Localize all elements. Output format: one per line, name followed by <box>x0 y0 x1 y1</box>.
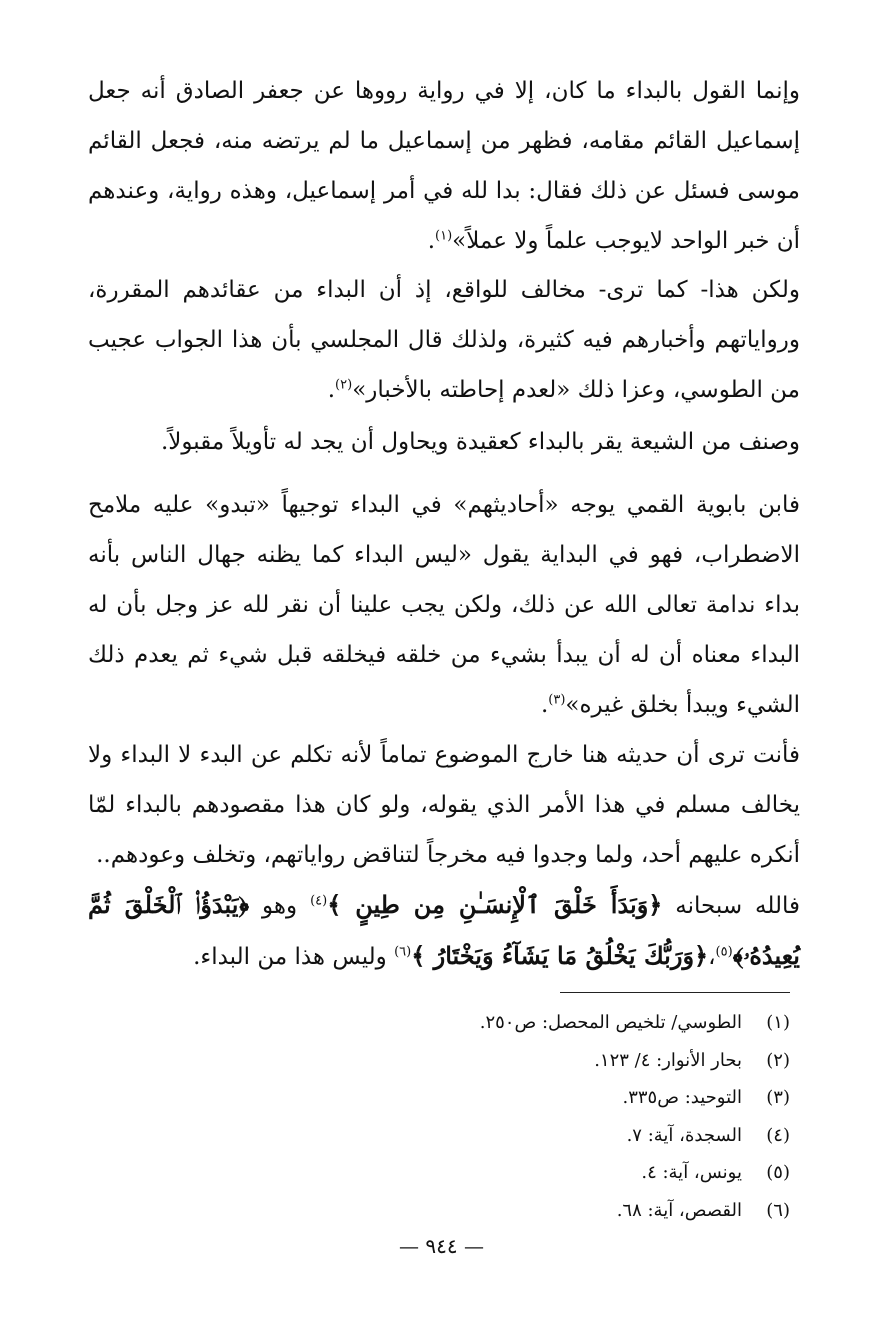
footnote-list <box>300 1004 790 1229</box>
footnote-number: (٦) <box>766 1199 790 1221</box>
footnote-text: يونس، آية: ٤. <box>641 1162 742 1183</box>
verse-outro: وليس هذا من البداء. <box>193 944 387 970</box>
footnote-ref-5[interactable]: (٥) <box>715 944 733 960</box>
footnote-2 <box>300 1042 790 1080</box>
footnote-ref-1[interactable]: (١) <box>435 228 453 244</box>
paragraph-1-text: وإنما القول بالبداء ما كان، إلا في رواية رووها عن جعفر الصادق أنه جعل إسماعيل القائم مقامه، فظهر من إسماعيل ما لم يرتضه منه، فجعل القائم موسى فسئل عن ذلك فقال: بدا لله في أمر إسماعيل، وهذه رواية، وعندهم أن خبر الواحد لايوجب علماً ولا عملاً» <box>88 78 800 254</box>
footnote-4 <box>300 1117 790 1155</box>
footnote-divider <box>560 992 790 993</box>
paragraph-4 <box>88 480 800 730</box>
page-number: — ٩٤٤ — <box>399 1234 484 1258</box>
footnote-number: (٢) <box>766 1049 790 1071</box>
verse-paragraph <box>88 880 800 982</box>
footnote-number: (٣) <box>766 1087 790 1108</box>
verse-intro: فالله سبحانه <box>675 893 800 919</box>
footnote-number: (٥) <box>766 1162 790 1183</box>
footnote-1 <box>300 1004 790 1042</box>
verse-connector: وهو <box>262 893 298 919</box>
paragraph-2 <box>88 265 800 415</box>
paragraph-3 <box>88 417 800 467</box>
paragraph-1-end: . <box>427 228 436 254</box>
footnote-text: بحار الأنوار: ٤/ ١٢٣. <box>594 1049 742 1071</box>
quran-verse-2: ﴿يَبْدَؤُا۟ ٱلْخَلْقَ ثُمَّ يُعِيدُهُۥ﴾ <box>88 890 800 970</box>
footnote-text: القصص، آية: ٦٨. <box>616 1199 742 1221</box>
footnote-text: الطوسي/ تلخيص المحصل: ص٢٥٠. <box>479 1012 742 1033</box>
paragraph-4-end: . <box>540 692 549 718</box>
footnote-text: السجدة، آية: ٧. <box>626 1124 742 1146</box>
footnote-ref-4[interactable]: (٤) <box>310 893 328 909</box>
paragraph-1 <box>88 66 800 266</box>
paragraph-3-text: وصنف من الشيعة يقر بالبداء كعقيدة ويحاول أن يجد له تأويلاً مقبولاً. <box>161 429 800 455</box>
footnote-ref-3[interactable]: (٣) <box>548 692 566 708</box>
footnote-5 <box>300 1154 790 1192</box>
footnote-number: (٤) <box>766 1124 790 1146</box>
quran-verse-3: ﴿وَرَبُّكَ يَخْلُقُ مَا يَشَآءُ وَيَخْتَارُ ﴾ <box>411 941 709 970</box>
footnote-6 <box>300 1192 790 1230</box>
paragraph-5 <box>88 730 800 880</box>
paragraph-2-end: . <box>327 377 336 403</box>
footnote-3 <box>300 1079 790 1117</box>
quran-verse-1: ﴿وَبَدَأَ خَلْقَ ٱلْإِنسَـٰنِ مِن طِينٍ ﴾ <box>327 890 663 919</box>
paragraph-4-text: فابن بابوية القمي يوجه «أحاديثهم» في البداء توجيهاً «تبدو» عليه ملامح الاضطراب، فهو في البداية يقول «ليس البداء كما يظنه جهال الناس بأنه بداء ندامة تعالى الله عن ذلك، ولكن يجب علينا أن نقر لله عز وجل بأن له البداء معناه أن له أن يبدأ بشيء من خلقه فيخلقه قبل شيء ثم يعدم ذلك الشيء ويبدأ بخلق غيره» <box>88 492 800 718</box>
paragraph-5-text: فأنت ترى أن حديثه هنا خارج الموضوع تماماً لأنه تكلم عن البدء لا البداء ولا يخالف مسلم في هذا الأمر الذي يقوله، ولو كان هذا مقصودهم بالبداء لمّا أنكره عليهم أحد، ولما وجدوا فيه مخرجاً لتناقض رواياتهم، وتخلف وعودهم.. <box>88 742 800 868</box>
paragraph-2-text: ولكن هذا- كما ترى- مخالف للواقع، إذ أن البداء من عقائدهم المقررة، ورواياتهم وأخبارهم فيه كثيرة، ولذلك قال المجلسي بأن هذا الجواب عجيب من الطوسي، وعزا ذلك «لعدم إحاطته بالأخبار» <box>88 277 800 403</box>
footnote-ref-2[interactable]: (٢) <box>335 377 353 393</box>
footnote-number: (١) <box>766 1012 790 1033</box>
footnote-ref-6[interactable]: (٦) <box>394 944 412 960</box>
verse-separator: ، <box>708 944 716 970</box>
footnote-text: التوحيد: ص٣٣٥. <box>622 1087 742 1108</box>
